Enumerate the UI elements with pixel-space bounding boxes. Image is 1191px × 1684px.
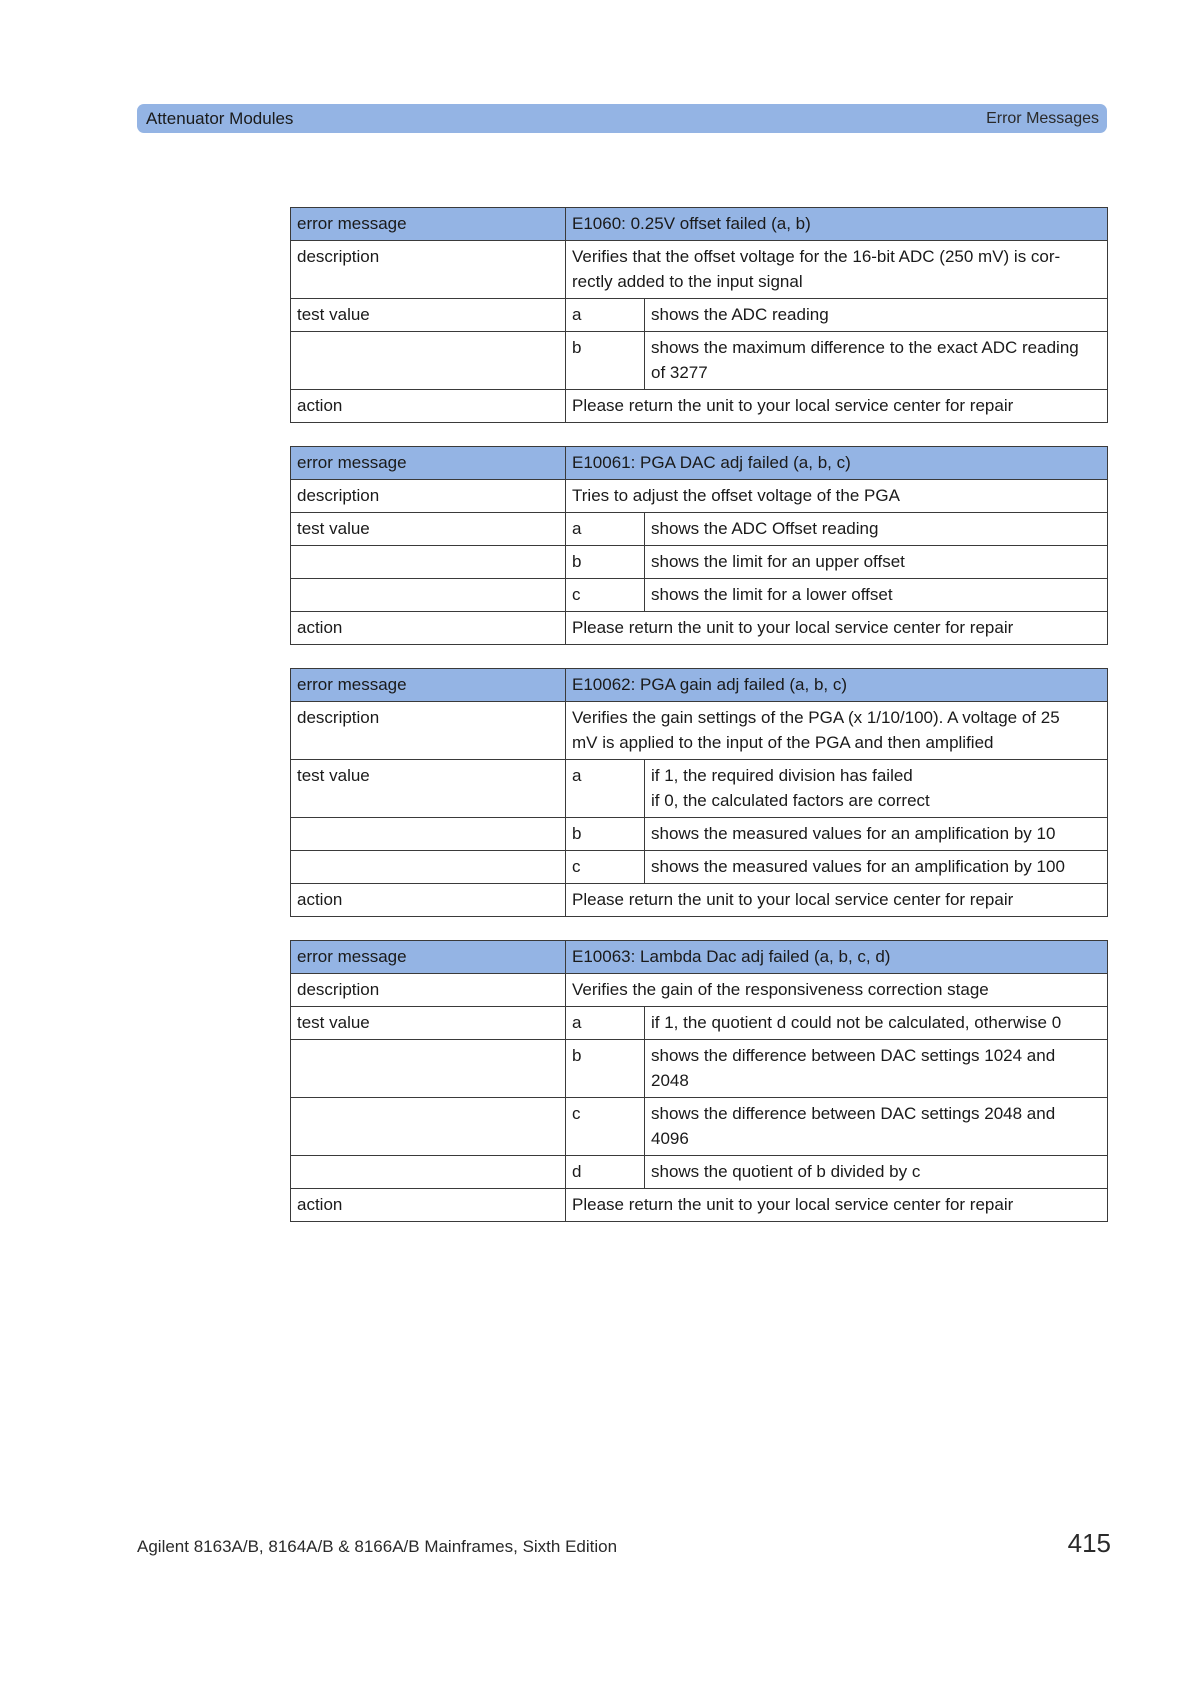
- action-text: Please return the unit to your local service center for repair: [566, 1189, 1108, 1222]
- header-chapter: Attenuator Modules: [146, 108, 294, 128]
- footer-title: Agilent 8163A/B, 8164A/B & 8166A/B Mainframes, Sixth Edition: [137, 1537, 618, 1556]
- table-row: [291, 480, 1108, 513]
- error-message-title: E10062: PGA gain adj failed (a, b, c): [566, 669, 1108, 702]
- test-value-key: c: [566, 579, 645, 612]
- error-table: [290, 446, 1108, 645]
- test-value-key: b: [566, 818, 645, 851]
- error-table: [290, 668, 1108, 917]
- description-text: Verifies the gain of the responsiveness correction stage: [566, 974, 1108, 1007]
- test-value-label: test value: [291, 1007, 566, 1040]
- action-label: action: [291, 1189, 566, 1222]
- table-row: [291, 1040, 1108, 1098]
- table-row: [291, 390, 1108, 423]
- test-value-key: b: [566, 546, 645, 579]
- test-value-key: a: [566, 513, 645, 546]
- table-row: [291, 299, 1108, 332]
- table-row: [291, 513, 1108, 546]
- test-value-text: shows the ADC Offset reading: [645, 513, 1108, 546]
- description-text: Verifies the gain settings of the PGA (x 1/10/100). A voltage of 25 mV is applied to the input of the PGA and then amplified: [566, 702, 1108, 760]
- table-row: [291, 702, 1108, 760]
- test-value-key: a: [566, 1007, 645, 1040]
- test-value-text: shows the ADC reading: [645, 299, 1108, 332]
- running-header: [137, 104, 1107, 133]
- action-text: Please return the unit to your local service center for repair: [566, 884, 1108, 917]
- error-table: [290, 940, 1108, 1222]
- error-table: [290, 207, 1108, 423]
- table-row: [291, 669, 1108, 702]
- table-row: [291, 208, 1108, 241]
- test-value-key: b: [566, 1040, 645, 1098]
- test-value-key: b: [566, 332, 645, 390]
- description-text: Tries to adjust the offset voltage of the PGA: [566, 480, 1108, 513]
- test-value-key: a: [566, 299, 645, 332]
- error-message-title: E10061: PGA DAC adj failed (a, b, c): [566, 447, 1108, 480]
- table-row: [291, 546, 1108, 579]
- description-label: description: [291, 241, 566, 299]
- error-message-label: error message: [291, 669, 566, 702]
- test-value-text: shows the quotient of b divided by c: [645, 1156, 1108, 1189]
- table-row: [291, 760, 1108, 818]
- test-value-text: shows the difference between DAC settings 1024 and 2048: [645, 1040, 1108, 1098]
- empty-cell: [291, 1156, 566, 1189]
- empty-cell: [291, 332, 566, 390]
- error-tables: [290, 207, 1107, 1245]
- empty-cell: [291, 546, 566, 579]
- table-row: [291, 1156, 1108, 1189]
- description-text: Verifies that the offset voltage for the 16-bit ADC (250 mV) is cor- rectly added to the input signal: [566, 241, 1108, 299]
- table-row: [291, 974, 1108, 1007]
- table-row: [291, 818, 1108, 851]
- empty-cell: [291, 1098, 566, 1156]
- table-row: [291, 851, 1108, 884]
- description-label: description: [291, 480, 566, 513]
- test-value-key: c: [566, 851, 645, 884]
- test-value-key: a: [566, 760, 645, 818]
- table-row: [291, 579, 1108, 612]
- test-value-label: test value: [291, 513, 566, 546]
- test-value-label: test value: [291, 760, 566, 818]
- empty-cell: [291, 579, 566, 612]
- action-text: Please return the unit to your local service center for repair: [566, 612, 1108, 645]
- test-value-text: shows the limit for a lower offset: [645, 579, 1108, 612]
- table-row: [291, 332, 1108, 390]
- error-message-title: E10063: Lambda Dac adj failed (a, b, c, d): [566, 941, 1108, 974]
- action-text: Please return the unit to your local service center for repair: [566, 390, 1108, 423]
- table-row: [291, 612, 1108, 645]
- table-row: [291, 884, 1108, 917]
- empty-cell: [291, 818, 566, 851]
- empty-cell: [291, 851, 566, 884]
- test-value-text: shows the maximum difference to the exact ADC reading of 3277: [645, 332, 1108, 390]
- error-message-label: error message: [291, 208, 566, 241]
- test-value-text: shows the measured values for an amplification by 10: [645, 818, 1108, 851]
- test-value-label: test value: [291, 299, 566, 332]
- header-section: Error Messages: [986, 109, 1099, 127]
- test-value-text: if 1, the required division has failed if 0, the calculated factors are correct: [645, 760, 1108, 818]
- empty-cell: [291, 1040, 566, 1098]
- test-value-text: if 1, the quotient d could not be calculated, otherwise 0: [645, 1007, 1108, 1040]
- table-row: [291, 1189, 1108, 1222]
- error-message-label: error message: [291, 941, 566, 974]
- table-row: [291, 241, 1108, 299]
- error-message-title: E1060: 0.25V offset failed (a, b): [566, 208, 1108, 241]
- page-number: 415: [1067, 1528, 1111, 1558]
- table-row: [291, 1098, 1108, 1156]
- action-label: action: [291, 884, 566, 917]
- test-value-text: shows the difference between DAC settings 2048 and 4096: [645, 1098, 1108, 1156]
- test-value-key: c: [566, 1098, 645, 1156]
- table-row: [291, 447, 1108, 480]
- action-label: action: [291, 390, 566, 423]
- error-message-label: error message: [291, 447, 566, 480]
- table-row: [291, 1007, 1108, 1040]
- test-value-text: shows the measured values for an amplification by 100: [645, 851, 1108, 884]
- table-row: [291, 941, 1108, 974]
- description-label: description: [291, 702, 566, 760]
- test-value-text: shows the limit for an upper offset: [645, 546, 1108, 579]
- description-label: description: [291, 974, 566, 1007]
- action-label: action: [291, 612, 566, 645]
- test-value-key: d: [566, 1156, 645, 1189]
